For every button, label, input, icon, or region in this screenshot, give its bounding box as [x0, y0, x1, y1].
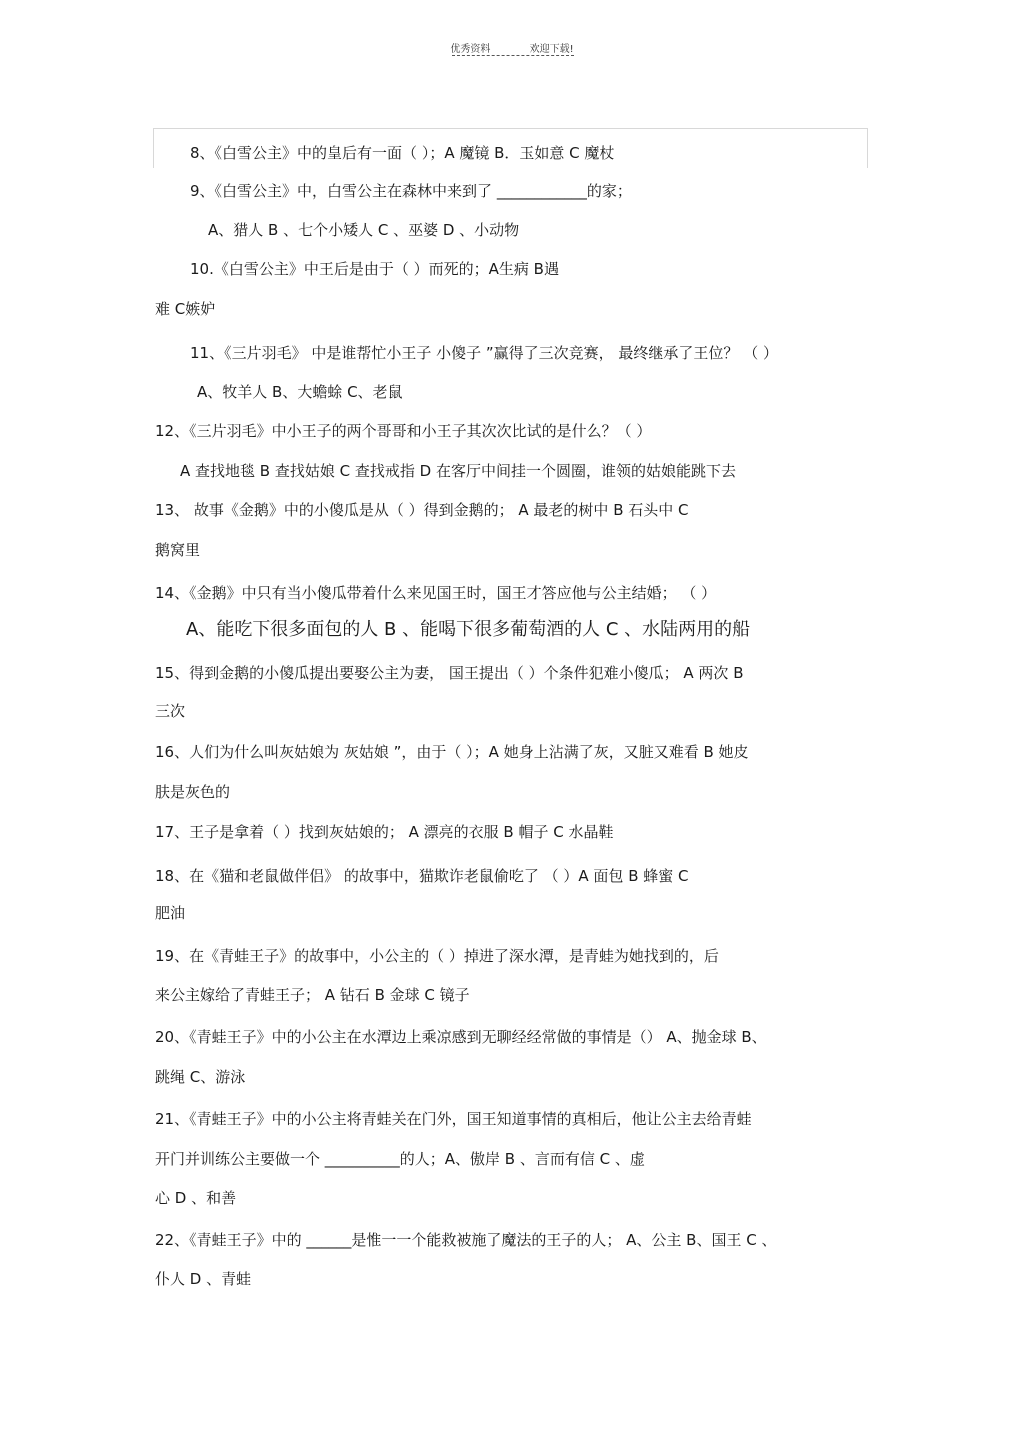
question-19-cont: 来公主嫁给了青蛙王子； A 钻石 B 金球 C 镜子 — [155, 986, 470, 1004]
question-10: 10.《白雪公主》中王后是由于（ ）而死的；A生病 B遇 — [190, 260, 559, 278]
question-12: 12、《三片羽毛》中小王子的两个哥哥和小王子其次次比试的是什么？（ ） — [155, 422, 652, 440]
question-22: 22、《青蛙王子》中的 ______是惟一一个能救被施了魔法的王子的人； A、公主 B、国王 C 、 — [155, 1231, 777, 1249]
question-15: 15、得到金鹅的小傻瓜提出要娶公主为妻， 国王提出（ ）个条件犯难小傻瓜； A 两次 B — [155, 664, 744, 682]
frame-left-line — [153, 128, 154, 168]
question-9-options: A、猎人 B 、七个小矮人 C 、巫婆 D 、小动物 — [208, 221, 520, 239]
header-rule — [452, 55, 574, 56]
frame-top-line — [153, 128, 868, 129]
question-18-cont: 肥油 — [155, 904, 186, 922]
question-18: 18、在《猫和老鼠做伴侣》 的故事中，猫欺诈老鼠偷吃了 （ ）A 面包 B 蜂蜜 C — [155, 867, 689, 885]
question-10-cont: 难 C嫉妒 — [155, 300, 216, 318]
question-21: 21、《青蛙王子》中的小公主将青蛙关在门外，国王知道事情的真相后，他让公主去给青蛙 — [155, 1110, 752, 1128]
question-14-options: A、能吃下很多面包的人 B 、能喝下很多葡萄酒的人 C 、水陆两用的船 — [186, 619, 751, 640]
frame-right-line — [867, 128, 868, 168]
question-22-cont: 仆人 D 、青蛙 — [155, 1270, 252, 1288]
question-17: 17、王子是拿着（ ）找到灰姑娘的； A 漂亮的衣服 B 帽子 C 水晶鞋 — [155, 823, 614, 841]
question-14: 14、《金鹅》中只有当小傻瓜带着什么来见国王时，国王才答应他与公主结婚； （ ） — [155, 584, 717, 602]
question-8: 8、《白雪公主》中的皇后有一面（ ）；A 魔镜 B．玉如意 C 魔杖 — [190, 144, 615, 162]
header-left-text: 优秀资料 — [450, 44, 491, 55]
question-12-options: A 查找地毯 B 查找姑娘 C 查找戒指 D 在客厅中间挂一个圆圈，谁领的姑娘能跳下去 — [180, 462, 736, 480]
question-20: 20、《青蛙王子》中的小公主在水潭边上乘凉感到无聊经经常做的事情是（） A、抛金球 B、 — [155, 1028, 767, 1046]
question-9: 9、《白雪公主》中，白雪公主在森林中来到了 ____________的家； — [190, 182, 632, 200]
question-21-cont-2: 心 D 、和善 — [155, 1189, 237, 1207]
question-15-cont: 三次 — [155, 702, 186, 720]
question-13-cont: 鹅窝里 — [155, 541, 201, 559]
question-16: 16、人们为什么叫灰姑娘为 灰姑娘 ”，由于（ ）；A 她身上沾满了灰，又脏又难看 B 她皮 — [155, 743, 749, 761]
question-21-cont: 开门并训练公主要做一个 __________的人；A、傲岸 B 、言而有信 C 、虚 — [155, 1150, 645, 1168]
header-right-text: 欢迎下载! — [529, 44, 574, 55]
question-20-cont: 跳绳 C、游泳 — [155, 1068, 246, 1086]
question-13: 13、 故事《金鹅》中的小傻瓜是从（ ）得到金鹅的； A 最老的树中 B 石头中 C — [155, 501, 689, 519]
page-header — [0, 40, 1024, 55]
question-19: 19、在《青蛙王子》的故事中，小公主的（ ）掉进了深水潭，是青蛙为她找到的，后 — [155, 947, 719, 965]
question-16-cont: 肤是灰色的 — [155, 783, 231, 801]
question-11-options: A、牧羊人 B、大蟾蜍 C、老鼠 — [197, 383, 403, 401]
question-11: 11、《三片羽毛》 中是谁帮忙小王子 小傻子 ”赢得了三次竞赛， 最终继承了王位？ （ ） — [190, 344, 778, 362]
